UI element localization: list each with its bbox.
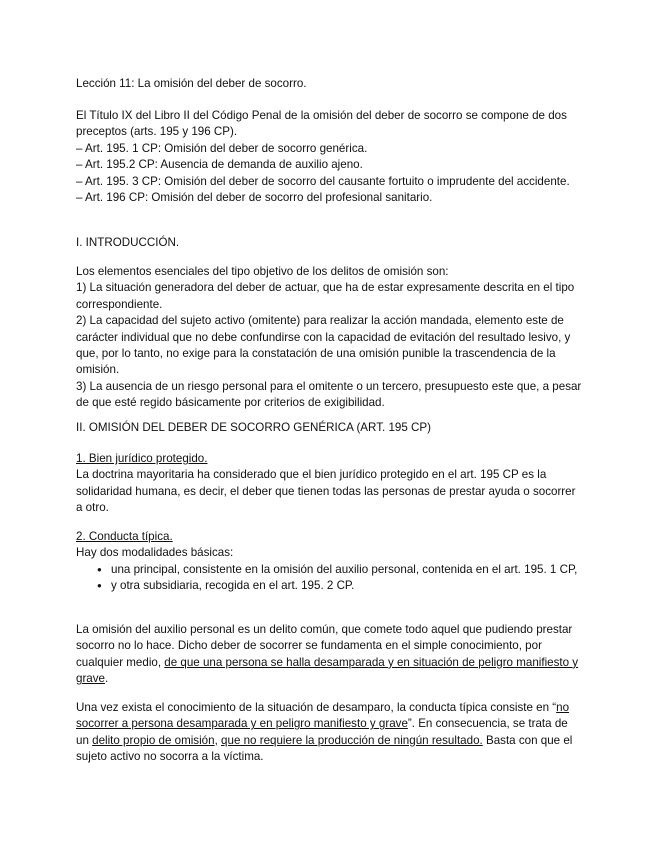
- section-heading-omision: II. OMISIÓN DEL DEBER DE SOCORRO GENÉRICA (ART. 195 CP): [76, 421, 431, 434]
- article-line: – Art. 196 CP: Omisión del deber de socorro del profesional sanitario.: [76, 191, 433, 205]
- list-item: ● y otra subsidiaria, recogida en el art. 195. 2 CP.: [76, 578, 582, 594]
- subsection-bien-juridico: [76, 451, 582, 517]
- article-line: – Art. 195. 3 CP: Omisión del deber de socorro del causante fortuito o imprudente del accidente.: [76, 174, 570, 188]
- modalidades-list: [76, 562, 582, 595]
- subheading-conducta-tipica: 2. Conducta típica.: [76, 530, 173, 543]
- bien-juridico-text: La doctrina mayoritaria ha considerado que el bien jurídico protegido en el art. 195 CP es la solidaridad humana, es decir, el deber que tienen todas las personas de prestar ayuda o socorrer a otro.: [76, 468, 576, 515]
- subsection-conducta-tipica: [76, 529, 582, 595]
- list-item: ● una principal, consistente en la omisión del auxilio personal, contenida en el art. 195. 1 CP,: [76, 562, 582, 578]
- section1-body: [76, 264, 582, 412]
- element-item: 1) La situación generadora del deber de actuar, que ha de estar expresamente descrita en el tipo correspondiente.: [76, 281, 575, 311]
- intro-section: [76, 108, 582, 206]
- element-item: 2) La capacidad del sujeto activo (omitente) para realizar la acción mandada, elemento este de carácter individual que no debe confundirse con la capacidad de evitación del resultado lesivo, y que, por lo tanto, no exige para la constatación de una omisión punible la trascendencia de la omisión.: [76, 314, 571, 377]
- element-item: 3) La ausencia de un riesgo personal para el omitente o un tercero, presupuesto este que, a pesar de que esté regido básicamente por criterios de exigibilidad.: [76, 379, 582, 410]
- paragraph-conocimiento: Una vez exista el conocimiento de la situación de desamparo, la conducta típica consiste en “no socorrer a persona desamparada y en peligro manifiesto y grave”. En consecuencia, se trata de un delito propio de omisión, que no requiere la producción de ningún resultado. Basta con que el sujeto activo no socorra a la víctima.: [76, 701, 573, 764]
- subheading-bien-juridico: 1. Bien jurídico protegido.: [76, 452, 208, 465]
- conducta-lead: Hay dos modalidades básicas:: [76, 546, 234, 560]
- lesson-title: Lección 11: La omisión del deber de socorro.: [76, 77, 307, 90]
- intro-paragraph: El Título IX del Libro II del Código Penal de la omisión del deber de socorro se compone de dos preceptos (arts. 195 y 196 CP).: [76, 109, 567, 139]
- article-line: – Art. 195.2 CP: Ausencia de demanda de auxilio ajeno.: [76, 158, 363, 172]
- article-line: – Art. 195. 1 CP: Omisión del deber de socorro genérica.: [76, 141, 368, 155]
- section-heading-introduccion: I. INTRODUCCIÓN.: [76, 236, 180, 249]
- paragraph-delito-comun: La omisión del auxilio personal es un delito común, que comete todo aquel que pudiendo prestar socorro no lo hace. Dicho deber de socorrer se fundamenta en el simple conocimiento, por cualquier medio, de que una persona se halla desamparada y en situación de peligro manifiesto y grave.: [76, 623, 579, 686]
- section1-lead: Los elementos esenciales del tipo objetivo de los delitos de omisión son:: [76, 265, 449, 278]
